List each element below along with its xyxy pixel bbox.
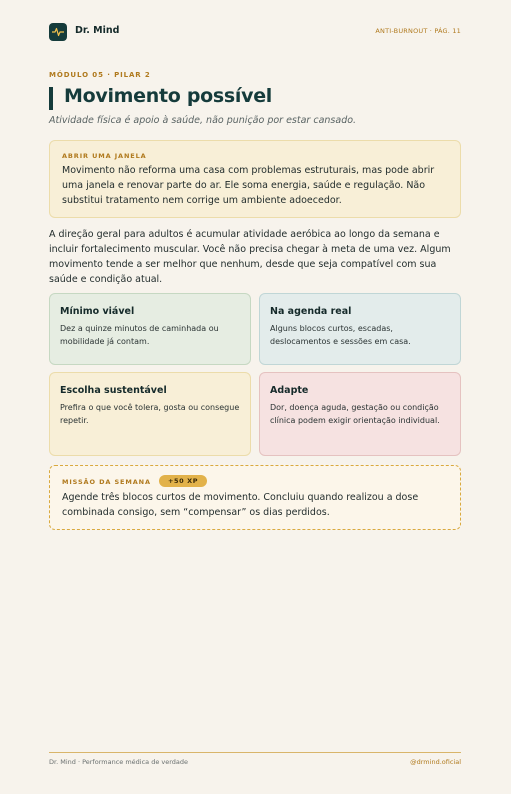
footer-tagline: Dr. Mind · Performance médica de verdade (49, 758, 189, 766)
mission-label: MISSÃO DA SEMANA (62, 478, 151, 486)
heartbeat-icon (49, 23, 67, 41)
mission-box (49, 465, 461, 530)
card-escolha-sustentavel (49, 372, 251, 456)
footer-handle: @drmind.oficial (410, 758, 461, 766)
page-tag: ANTI-BURNOUT · PÁG. 11 (375, 27, 461, 35)
card-title: Na agenda real (270, 306, 352, 317)
brand-name: Dr. Mind (75, 25, 120, 36)
callout-box (49, 140, 461, 218)
card-na-agenda-real (259, 293, 461, 365)
card-text: Dez a quinze minutos de caminhada ou mobilidade já contam. (60, 324, 219, 346)
title-accent-bar (49, 87, 53, 110)
card-text: Dor, doença aguda, gestação ou condição clínica podem exigir orientação individual. (270, 403, 440, 425)
header (49, 23, 461, 41)
page-subtitle: Atividade física é apoio à saúde, não punição por estar cansado. (49, 115, 357, 126)
card-title: Adapte (270, 385, 309, 396)
card-title: Mínimo viável (60, 306, 135, 317)
card-adapte (259, 372, 461, 456)
callout-text: Movimento não reforma uma casa com problemas estruturais, mas pode abrir uma janela e renovar parte do ar. Ele soma energia, saúde e regulação. Não substitui tratamento nem corrige um ambiente adoecedor. (62, 165, 435, 206)
body-paragraph: A direção geral para adultos é acumular atividade aeróbica ao longo da semana e incluir fortalecimento muscular. Você não precisa chegar à meta de uma vez. Algum movimento tende a ser melhor que nenhum, desde que seja compatível com sua saúde e condição atual. (49, 229, 451, 285)
footer-divider (49, 752, 461, 753)
card-title: Escolha sustentável (60, 385, 167, 396)
mission-text: Agende três blocos curtos de movimento. Concluiu quando realizou a dose combinada consigo, sem “compensar” os dias perdidos. (62, 492, 419, 518)
card-minimo-viavel (49, 293, 251, 365)
callout-label: ABRIR UMA JANELA (62, 152, 147, 160)
module-label: MÓDULO 05 · PILAR 2 (49, 71, 151, 79)
card-text: Alguns blocos curtos, escadas, deslocamentos e sessões em casa. (270, 324, 411, 346)
xp-badge: +50 XP (159, 475, 207, 487)
card-text: Prefira o que você tolera, gosta ou consegue repetir. (60, 403, 240, 425)
page-title: Movimento possível (64, 85, 272, 107)
